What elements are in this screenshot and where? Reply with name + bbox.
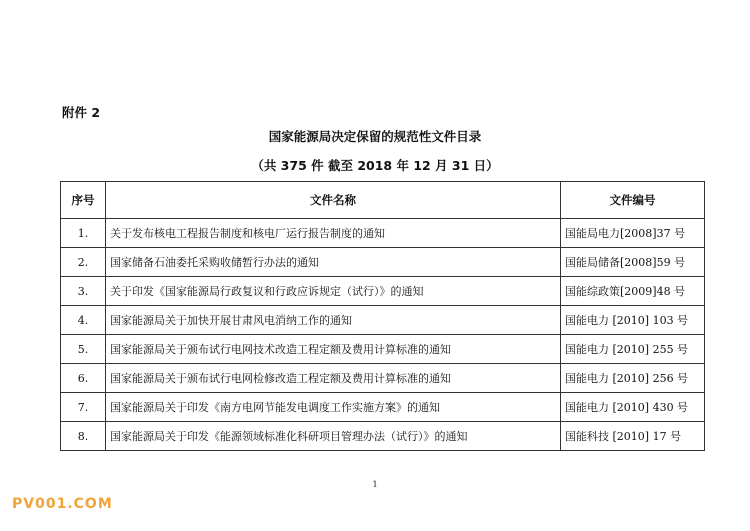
document-title: 国家能源局决定保留的规范性文件目录 — [268, 129, 482, 144]
row-code: 国能电力 [2010] 255 号 — [561, 335, 705, 364]
table-row — [61, 219, 705, 248]
row-serial: 3. — [61, 277, 106, 306]
row-code: 国能局储备[2008]59 号 — [561, 248, 705, 277]
row-serial: 2. — [61, 248, 106, 277]
row-serial: 4. — [61, 306, 106, 335]
row-code: 国能电力 [2010] 430 号 — [561, 393, 705, 422]
document-subtitle: （共 375 件 截至 2018 年 12 月 31 日） — [251, 158, 499, 173]
row-code: 国能电力 [2010] 103 号 — [561, 306, 705, 335]
table-row — [61, 422, 705, 451]
row-name: 国家储备石油委托采购收储暂行办法的通知 — [106, 248, 561, 277]
table-row — [61, 248, 705, 277]
row-name: 关于印发《国家能源局行政复议和行政应诉规定（试行）》的通知 — [106, 277, 561, 306]
row-serial: 1. — [61, 219, 106, 248]
table-row — [61, 364, 705, 393]
row-code: 国能综政策[2009]48 号 — [561, 277, 705, 306]
row-name: 国家能源局关于印发《南方电网节能发电调度工作实施方案》的通知 — [106, 393, 561, 422]
header-code: 文件编号 — [561, 182, 705, 219]
row-serial: 5. — [61, 335, 106, 364]
row-name: 国家能源局关于加快开展甘肃风电消纳工作的通知 — [106, 306, 561, 335]
row-code: 国能电力 [2010] 256 号 — [561, 364, 705, 393]
table-row — [61, 277, 705, 306]
row-code: 国能局电力[2008]37 号 — [561, 219, 705, 248]
row-serial: 8. — [61, 422, 106, 451]
table-row — [61, 335, 705, 364]
header-name: 文件名称 — [106, 182, 561, 219]
row-name: 关于发布核电工程报告制度和核电厂运行报告制度的通知 — [106, 219, 561, 248]
table-row — [61, 393, 705, 422]
row-name: 国家能源局关于印发《能源领域标准化科研项目管理办法（试行）》的通知 — [106, 422, 561, 451]
row-name: 国家能源局关于颁布试行电网技术改造工程定额及费用计算标准的通知 — [106, 335, 561, 364]
attachment-label: 附件 2 — [62, 105, 101, 120]
row-name: 国家能源局关于颁布试行电网检修改造工程定额及费用计算标准的通知 — [106, 364, 561, 393]
row-code: 国能科技 [2010] 17 号 — [561, 422, 705, 451]
watermark: PV001.COM — [12, 496, 113, 512]
row-serial: 7. — [61, 393, 106, 422]
row-serial: 6. — [61, 364, 106, 393]
table-row — [61, 306, 705, 335]
regulation-table — [60, 181, 705, 451]
table-header-row — [61, 182, 705, 219]
header-serial: 序号 — [61, 182, 106, 219]
page-number: 1 — [372, 480, 378, 489]
